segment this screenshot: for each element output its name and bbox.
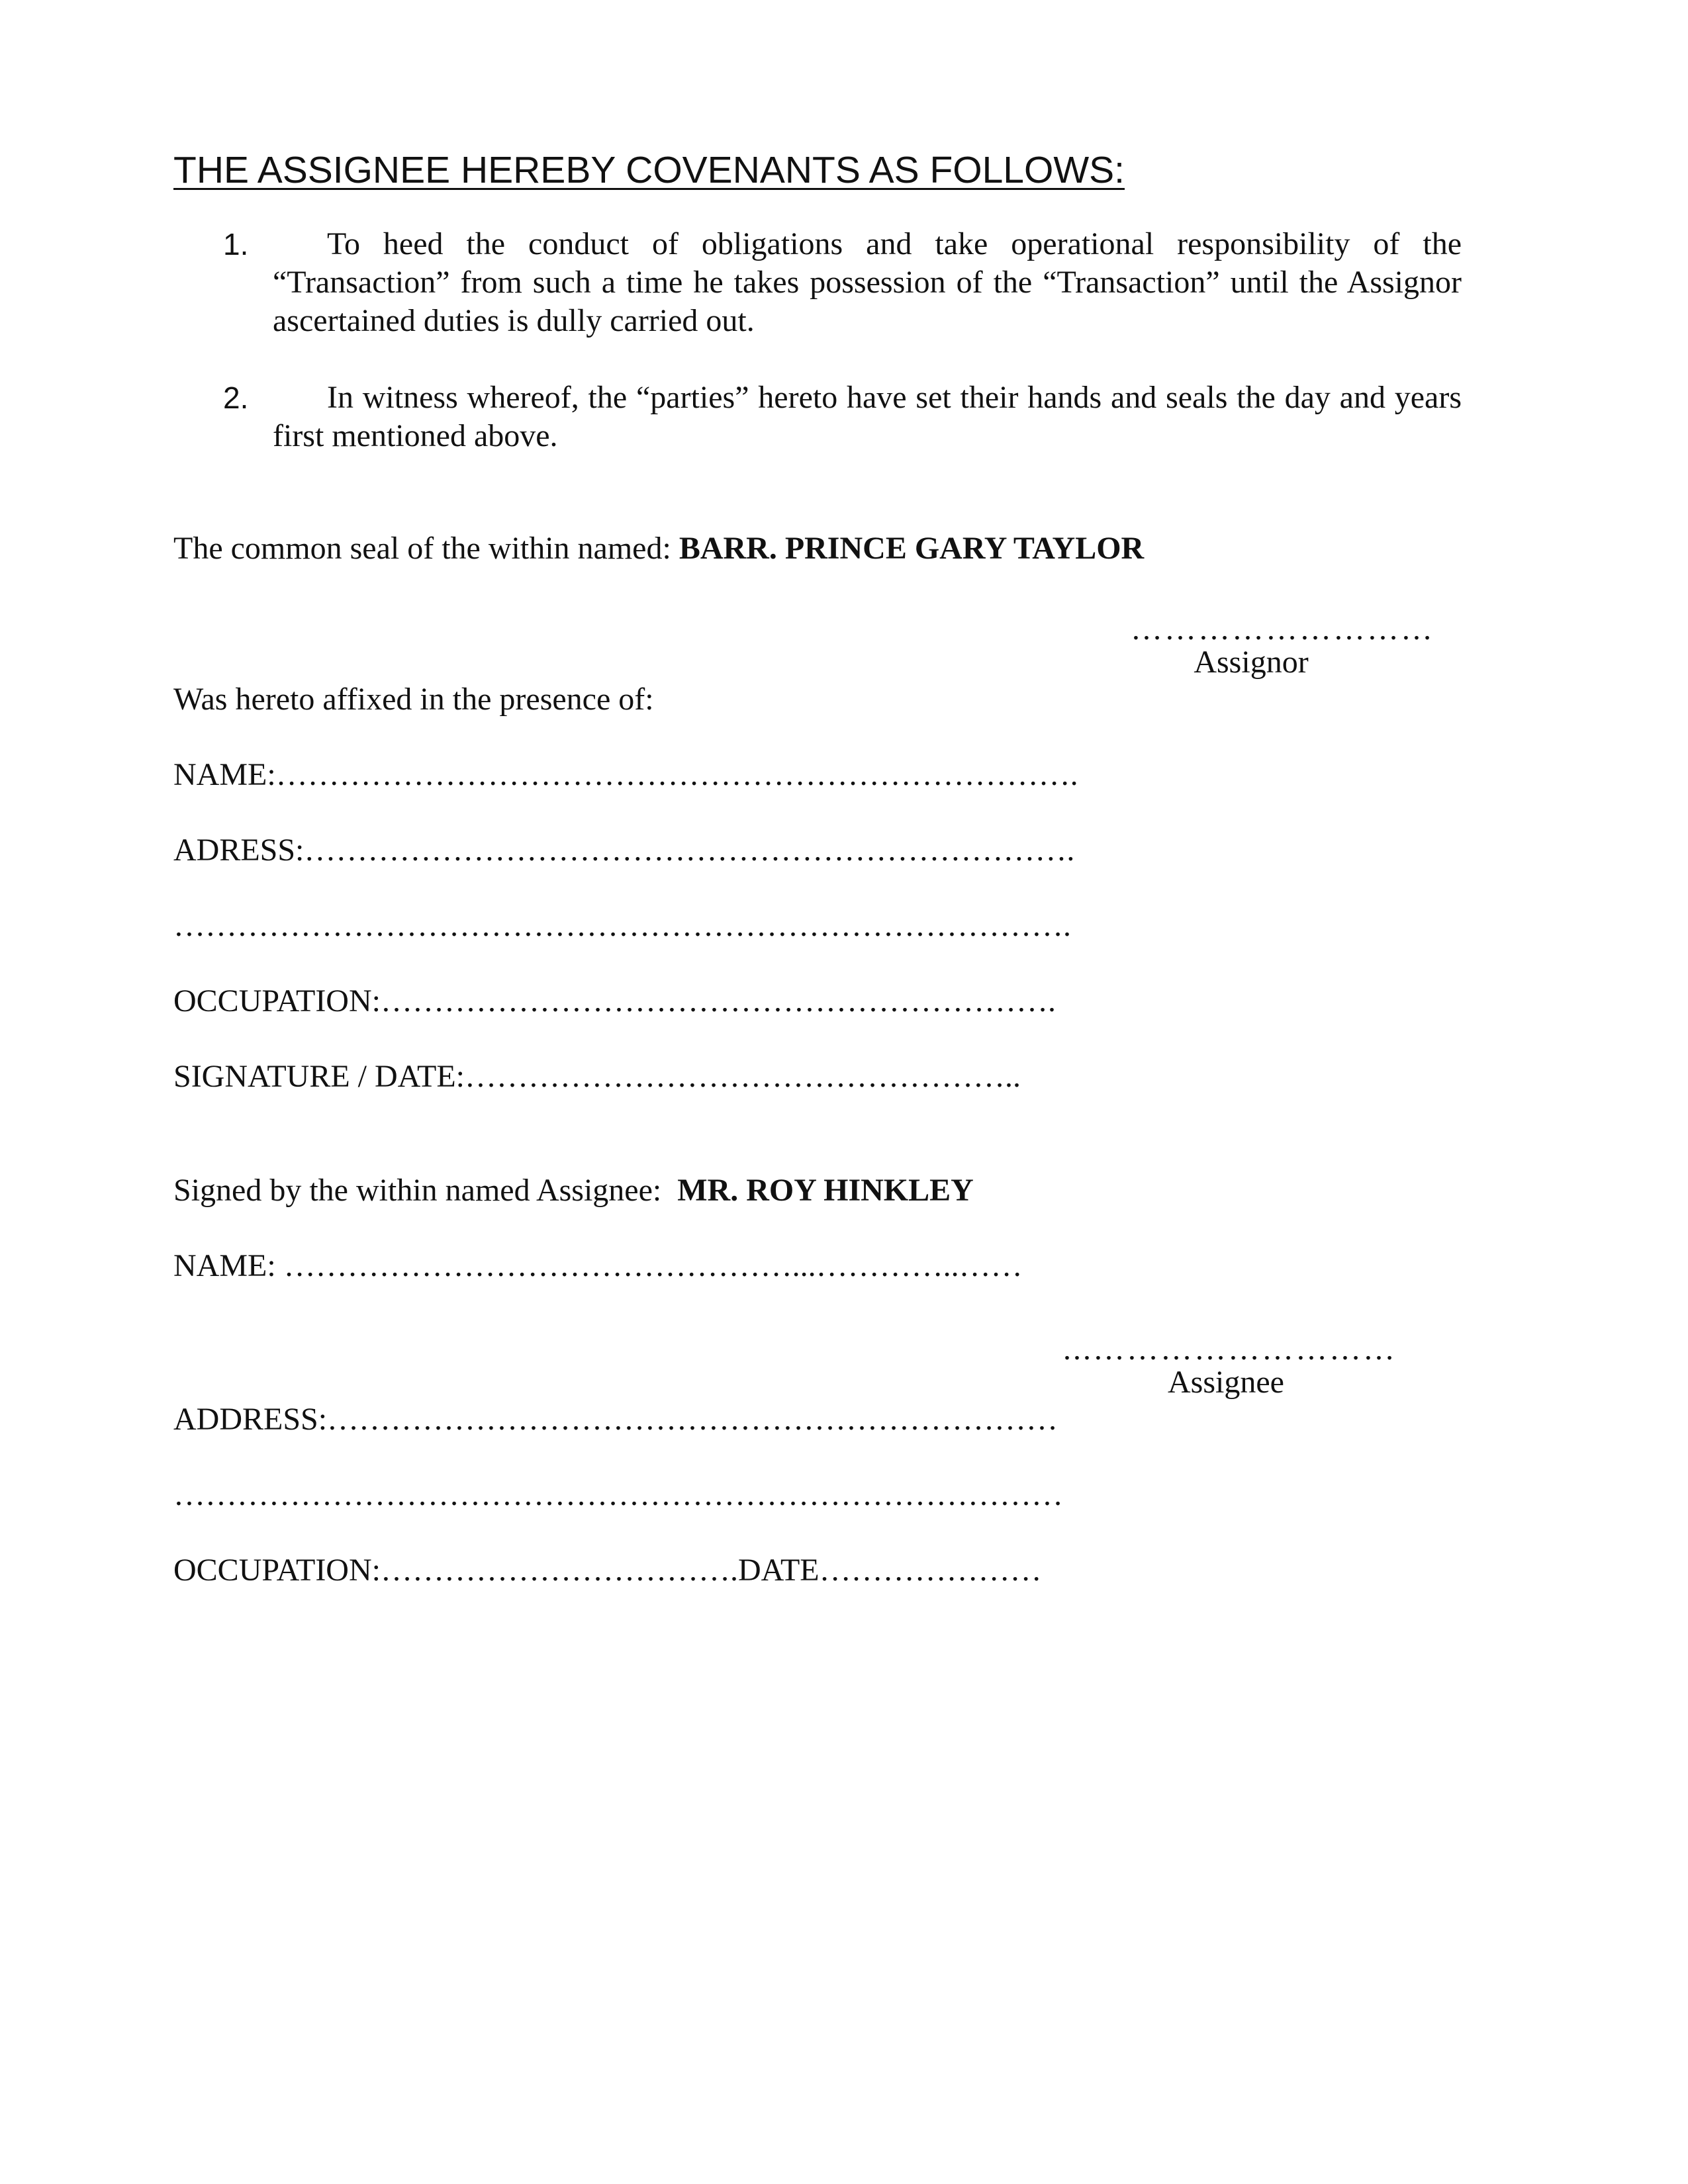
page-heading: THE ASSIGNEE HEREBY COVENANTS AS FOLLOWS: [173,149,1125,191]
witness-address-continued-field[interactable]: …………………………………………………………………………. [173,908,1071,943]
assignee-occupation-field[interactable]: OCCUPATION:……………………………. [173,1553,738,1588]
assignor-seal-line [173,529,1144,568]
witness-occupation-field[interactable]: OCCUPATION:………………………………………………………. [173,983,1056,1019]
assignee-signature-line: ...……………………… [1063,1332,1397,1367]
presence-text: Was hereto affixed in the presence of: [173,682,654,717]
covenant-number: 1. [223,227,249,261]
assignee-address-continued-field[interactable]: ………………………………………………………………………… [173,1477,1063,1512]
covenant-item-1 [173,225,1462,344]
assignor-role-label: Assignor [1194,645,1309,680]
assignee-occupation-date-line [173,1551,1042,1590]
assignor-signature-line: ……………………… [1131,612,1434,647]
witness-address-field[interactable]: ADRESS:………………………………………………………………. [173,833,1075,868]
covenant-number: 2. [223,381,249,415]
assignee-name: MR. ROY HINKLEY [677,1173,974,1208]
seal-prefix: The common seal of the within named: [173,531,679,566]
covenant-text: In witness whereof, the “parties” hereto have set their hands and seals the day and years first mentioned above. [273,380,1462,453]
witness-signature-date-field[interactable]: SIGNATURE / DATE:…………………………………………….. [173,1059,1021,1094]
covenant-item-2 [173,379,1462,458]
assignor-name: BARR. PRINCE GARY TAYLOR [679,531,1145,566]
assignee-role-label: Assignee [1168,1365,1284,1400]
assignee-name-field[interactable]: NAME: …………………………………………...…………..…… [173,1248,1023,1283]
signed-prefix: Signed by the within named Assignee: [173,1173,678,1208]
witness-name-field[interactable]: NAME:…………………………………………………………………. [173,757,1078,792]
assignee-address-field[interactable]: ADDRESS:…………………………………………………………… [173,1402,1058,1437]
assignee-date-field[interactable]: DATE………………… [737,1553,1042,1588]
assignee-signed-line [173,1171,974,1210]
covenant-text: To heed the conduct of obligations and take operational responsibility of the “Transaction” from such a time he takes possession of the “Transaction” until the Assignor ascertained duties is dully carried out. [273,226,1462,338]
